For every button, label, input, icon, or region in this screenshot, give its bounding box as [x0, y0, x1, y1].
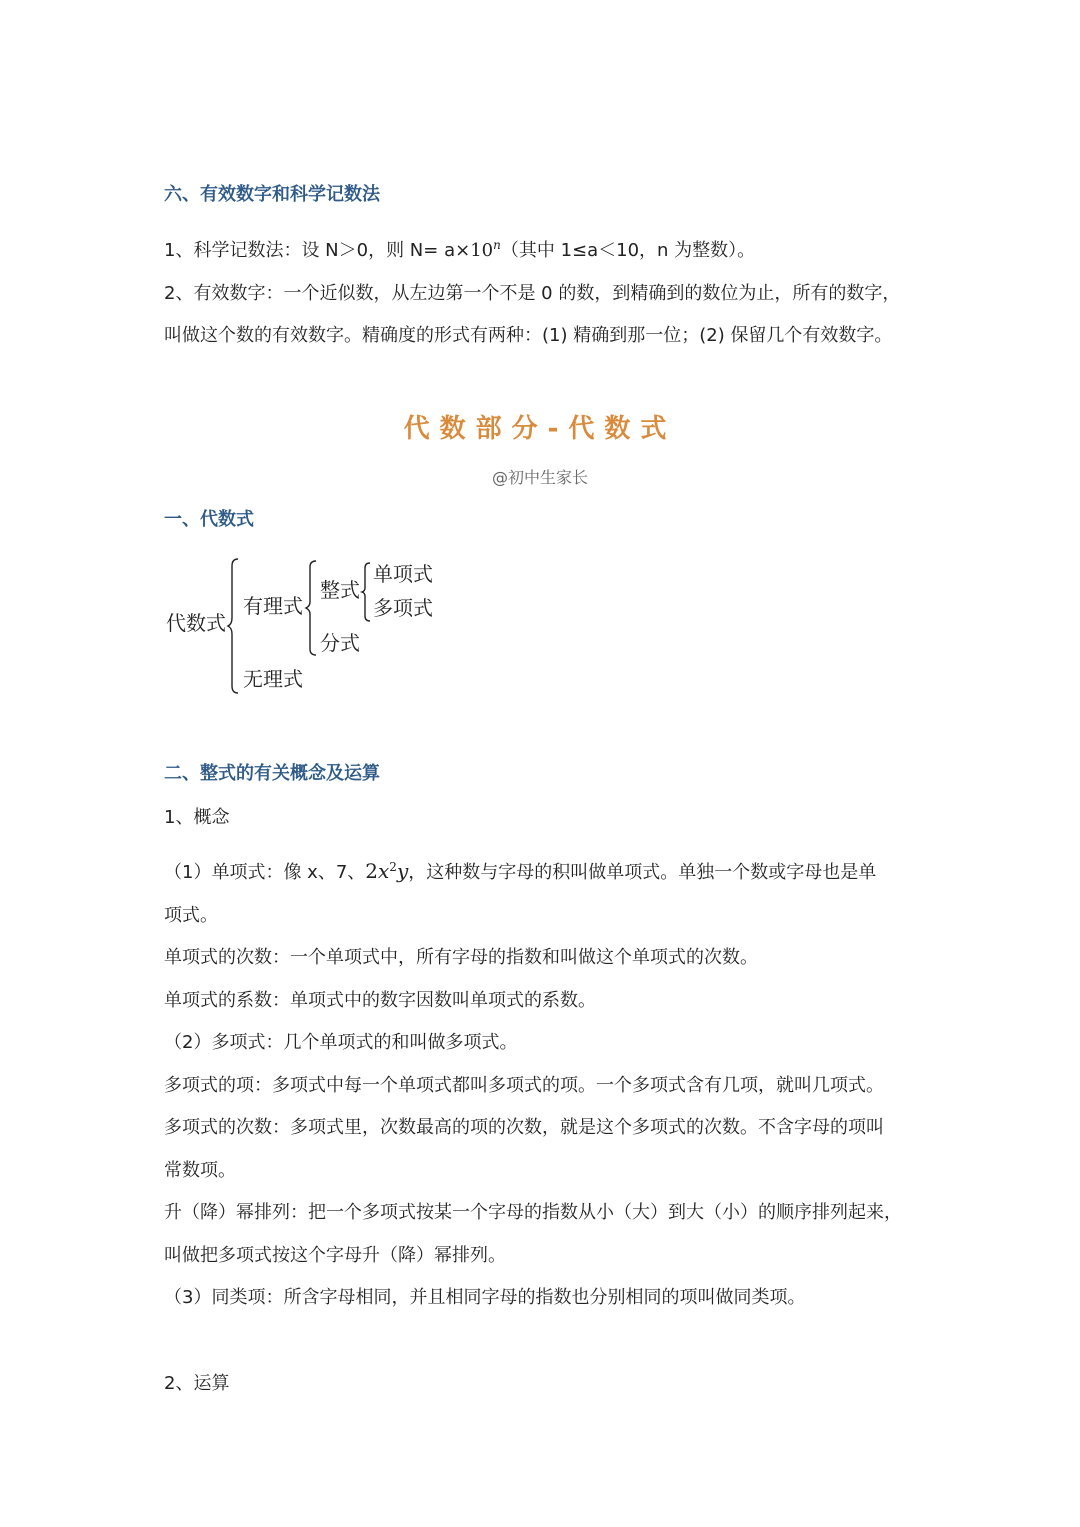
polynomial-definition: （2）多项式：几个单项式的和叫做多项式。 — [164, 1032, 518, 1053]
monomial-example-exponent: 2 — [389, 860, 397, 874]
power-base: 10 — [470, 240, 494, 261]
scientific-notation-suffix: （其中 1≤a＜10，n 为整数）。 — [500, 240, 756, 261]
section-2-heading: 二、整式的有关概念及运算 — [164, 763, 380, 784]
tree-brace-rational — [306, 560, 318, 656]
tree-brace-integral — [362, 562, 372, 622]
tree-leaf-fractional: 分式 — [320, 631, 360, 655]
monomial-example-coefficient: 2 — [365, 859, 379, 883]
tree-node-integral: 整式 — [320, 578, 360, 602]
author-tag: @初中生家长 — [491, 468, 588, 487]
tree-leaf-polynomial: 多项式 — [373, 596, 433, 620]
tree-leaf-irrational: 无理式 — [243, 667, 303, 691]
monomial-definition-cont: 项式。 — [164, 905, 218, 926]
like-terms-definition: （3）同类项：所含字母相同，并且相同字母的指数也分别相同的项叫做同类项。 — [164, 1287, 806, 1308]
tree-leaf-monomial: 单项式 — [373, 562, 433, 586]
scientific-notation-prefix: 1、科学记数法：设 N＞0，则 N= a× — [164, 240, 471, 261]
monomial-example-x: x — [378, 859, 390, 883]
monomial-example-y: y — [396, 859, 409, 883]
operations-subheading: 2、运算 — [164, 1373, 230, 1394]
polynomial-terms: 多项式的项：多项式中每一个单项式都叫多项式的项。一个多项式含有几项，就叫几项式。 — [164, 1075, 884, 1096]
significant-figures-line-1: 2、有效数字：一个近似数，从左边第一个不是 0 的数，到精确到的数位为止，所有的数字， — [164, 283, 901, 304]
polynomial-degree: 多项式的次数：多项式里，次数最高的项的次数，就是这个多项式的次数。不含字母的项叫 — [164, 1117, 884, 1138]
section-1-heading: 一、代数式 — [164, 509, 254, 530]
tree-brace-root — [228, 558, 240, 694]
section-6-heading: 六、有效数字和科学记数法 — [164, 184, 380, 205]
power-exponent: n — [493, 238, 501, 252]
monomial-coefficient: 单项式的系数：单项式中的数字因数叫单项式的系数。 — [164, 990, 596, 1011]
tree-root-algebraic-expression: 代数式 — [166, 611, 226, 635]
monomial-suffix: ，这种数与字母的积叫做单项式。单独一个数或字母也是单 — [408, 862, 877, 883]
part-title: 代数部分-代数式 — [403, 414, 677, 444]
tree-node-rational: 有理式 — [243, 594, 303, 618]
monomial-definition-line — [164, 855, 876, 885]
power-ordering-cont: 叫做把多项式按这个字母升（降）幂排列。 — [164, 1245, 506, 1266]
concept-subheading: 1、概念 — [164, 807, 230, 828]
scientific-notation-line — [164, 233, 755, 263]
monomial-prefix: （1）单项式：像 x、7、 — [164, 862, 366, 883]
monomial-degree: 单项式的次数：一个单项式中，所有字母的指数和叫做这个单项式的次数。 — [164, 947, 758, 968]
significant-figures-line-2: 叫做这个数的有效数字。精确度的形式有两种：(1) 精确到那一位；(2) 保留几个有效数字。 — [164, 325, 893, 346]
power-ordering: 升（降）幂排列：把一个多项式按某一个字母的指数从小（大）到大（小）的顺序排列起来， — [164, 1202, 902, 1223]
polynomial-degree-cont: 常数项。 — [164, 1160, 236, 1181]
